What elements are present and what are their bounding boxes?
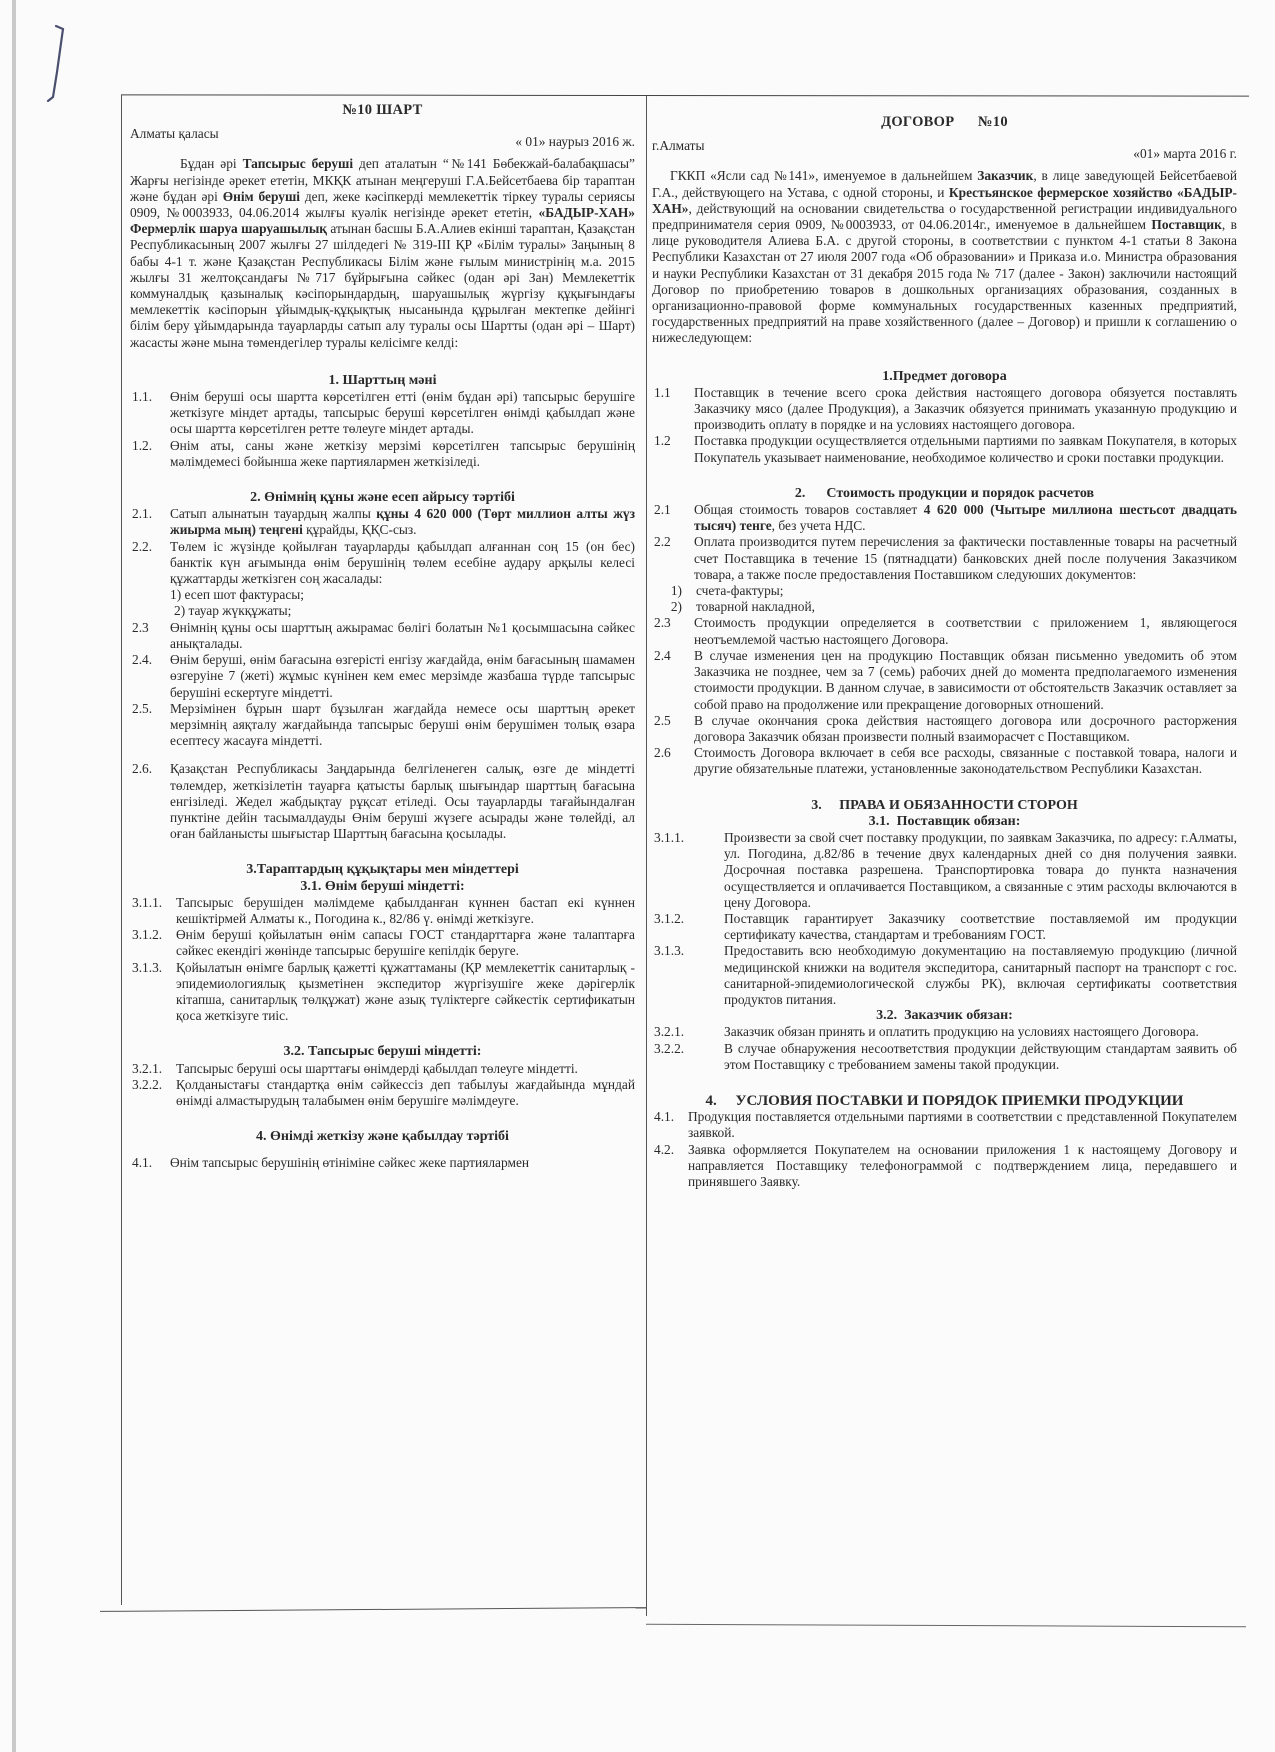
clause [130, 539, 635, 620]
subsection-heading: 3.1. Поставщик обязан: [868, 813, 1021, 829]
subsection-heading: 3.1. Өнім беруші міндетті: [300, 878, 465, 894]
russian-contract-column [652, 114, 1237, 1190]
clause [130, 1077, 635, 1109]
clause-number: 1.2 [654, 433, 671, 449]
clause-text: Заявка оформляется Покупателем на основании приложения 1 к настоящему Договору и направляется Поставщику телефонограммой с подтверждением лица, передавшего и принявшего Заявку. [688, 1141, 1237, 1189]
document-list-item: 2) тауар жүкқұжаты; [174, 603, 292, 619]
clause-number: 4.1. [132, 1155, 153, 1171]
clause-text [694, 502, 1237, 534]
list-number: 2) [670, 599, 682, 615]
document-list-item [652, 599, 1237, 615]
clause-number: 2.3 [654, 615, 671, 631]
list-text: счета-фактуры; [696, 583, 784, 599]
clause-text: Өнімнің құны осы шарттың ажырамас бөлігі болатын №1 қосымшасына сәйкес анықталады. [170, 619, 635, 651]
clause-number: 2.6. [132, 761, 153, 777]
clause [652, 1142, 1237, 1191]
clause-number: 1.1 [654, 384, 671, 400]
clause [652, 534, 1237, 583]
clause-text: Өнім беруші осы шартта көрсетілген етті (өнім бұдан әрі) тапсырыс берушіге жеткізуге міндет артады, тапсырыс беруші көрсетілген өнімді қабылдап және осы шартта көрсетілген ретте төлеуге міндет артады. [170, 389, 635, 437]
frame-left-border [121, 95, 122, 1605]
clause [130, 761, 635, 842]
clause-text: Төлем іс жүзінде қойылған тауарларды қабылдап алғаннан соң 15 (он бес) банктік күн ағымында өнім берушінің төлем есебіне аудару арқылы келесі құжаттарды жеткізген соң жасалады: [170, 538, 635, 587]
clause-text: Поставщик гарантирует Заказчику соответствие поставляемой им продукции сертификату качества, стандартам и требованиям ГОСТ. [724, 910, 1237, 943]
clause-number: 3.2.1. [654, 1024, 685, 1040]
clause [130, 506, 635, 538]
column-divider [646, 96, 647, 1616]
clause-text: Қазақстан Республикасы Заңдарында белгіленеген салық, өзге де міндетті төлемдер, жеткізілетін тауарға қатысты барлық шығындар шарттың бағасына енгізіледі. Жедел жабдықтау рұқсат етіледі. Осы тауарларды тағайындалған пунктіне дейін тасымалдауды Өнім беруші жүзеге асырады және төлейді, ал оған байланысты шығыстар Шарттың бағасына қосылады. [170, 761, 635, 842]
clause-number: 1.2. [132, 437, 153, 453]
clause-number: 1.1. [132, 389, 153, 405]
frame-top-border [121, 94, 1249, 96]
clause [652, 943, 1237, 1008]
preamble-text: , действующий на основании свидетельства о государственной регистрации индивидуального предпринимателя серия 0909, №0003933, от 04.06.2014г., именуемое в дальнейшем [652, 200, 1237, 233]
clause-text: Стоимость Договора включает в себя все расходы, связанные с поставкой товара, налоги и другие обязательные платежи, установленные законодательством Республики Казахстан. [694, 745, 1237, 777]
preamble-text: ГККП «Ясли сад №141», именуемое в дальнейшем [670, 168, 978, 184]
clause-number: 3.1.3. [132, 959, 163, 975]
spacer [130, 749, 635, 761]
frame-bottom-border-right [646, 1624, 1246, 1628]
section-heading: 2. Стоимость продукции и порядок расчетов [794, 485, 1095, 501]
list-text: товарной накладной, [696, 599, 815, 615]
preamble-bold: Тапсырыс беруші [242, 156, 354, 172]
preamble-text: , в лице заведующей Бейсетбаевой Г.А., действующего на Устава, с одной стороны, и [652, 168, 1237, 200]
clause-text: Өнім аты, саны және жеткізу мерзімі көрсетілген тапсырыс берушінің мәлімдемесі бойынша жеке партиялармен жеткізіледі. [170, 437, 635, 469]
clause [652, 713, 1237, 745]
clause-number: 2.2 [654, 534, 671, 550]
clause-number: 2.1 [654, 502, 671, 518]
clause-text: Произвести за свой счет поставку продукции, по заявкам Заказчика, по адресу: г.Алматы, ул. Погодина, д.82/86 в течение двух календарных дней со дня получения заявки. Досрочная поставка разрешена. Транспортировка товара до пункта назначения осуществляется и оплачивается Поставщиком, а связанные с этим расходы включаются в цену Договора. [724, 829, 1237, 910]
section-heading: 4. Өнімді жеткізу және қабылдау тәртібі [256, 1129, 509, 1145]
clause-text-part: Сатып алынатын тауардың жалпы [170, 506, 377, 522]
preamble-bold: «БАДЫР-ХАН» Фермерлік шаруа шаруашылық [130, 205, 635, 237]
clause [652, 502, 1237, 534]
clause-text: Қойылатын өнімге барлық қажетті құжаттаманы (ҚР мемлекеттік санитарлық - эпидемиологиялық қызметінен экспедитор жүргізушіге жеке дәрігерлік кітапша, санитарлық төлқұжат) және азық түліктерге сәйкестік сертификатын қоса жеткізуге тиіс. [176, 959, 635, 1024]
clause-number: 3.1.1. [132, 894, 163, 910]
clause-text: Поставщик в течение всего срока действия настоящего договора обязуется поставлять Заказчику мясо (далее Продукция), а Заказчик обязуется принимать указанную продукцию и производить оплату в порядке и на условиях настоящего договора. [694, 384, 1237, 433]
date-kz: « 01» наурыз 2016 ж. [515, 134, 635, 150]
clause-number: 2.2. [132, 538, 153, 554]
clause-text-part: құрайды, ҚҚС-сыз. [302, 522, 417, 538]
scan-edge [12, 0, 16, 1752]
clause-text-part: Общая стоимость товаров составляет [694, 502, 924, 518]
clause [130, 1155, 635, 1171]
list-number: 1) [670, 583, 682, 599]
clause-number: 3.1.2. [132, 927, 163, 943]
clause [652, 1041, 1237, 1073]
subsection-heading: 3.2. Заказчик обязан: [876, 1008, 1013, 1024]
clause-text: Қолданыстағы стандартқа өнім сәйкессіз деп табылуы жағдайында мұндай өнімді алмастырудың талабымен өнім берушіге мәлімдеуге. [176, 1076, 635, 1108]
clause [652, 615, 1237, 647]
clause [652, 911, 1237, 943]
clause-number: 3.1.3. [654, 943, 685, 959]
clause-number: 2.5. [132, 700, 153, 716]
clause-text: Оплата производится путем перечисления за фактически поставленные товары на расчетный счет Поставщика в течение 15 (пятнадцати) банковских дней после получения Заказчиком товара, а также после предоставления Поставшиком следуюших документов: [694, 534, 1237, 582]
section-heading: 3.Тараптардың құқықтары мен міндеттері [246, 862, 519, 878]
section-heading: 1.Предмет договора [882, 368, 1007, 384]
clause-text: Поставка продукции осуществляется отдельными партиями по заявкам Покупателя, в которых Покупатель указывает наименование, необходимое количество и сроки поставки продукции. [694, 433, 1237, 465]
clause-number: 2.1. [132, 506, 153, 522]
section-heading: 4. УСЛОВИЯ ПОСТАВКИ И ПОРЯДОК ПРИЕМКИ ПРОДУКЦИИ [705, 1092, 1184, 1109]
clause-number: 2.6 [654, 745, 671, 761]
document-list-item [652, 583, 1237, 599]
preamble-bold: Заказчик [977, 168, 1034, 184]
clause-text: Предоставить всю необходимую документацию на поставляемую продукцию (личной медицинской книжки на водителя экспедитора, санитарный паспорт на транспорт с гос. санитарной-эпидемиологической службы РК), включая сертификаты соответствия продуктов питания. [724, 943, 1237, 1007]
clause-number: 3.1.2. [654, 910, 685, 926]
clause-text: В случае обнаружения несоответствия продукции действующим стандартам заявить об этом Поставщику с требованием замены такой продукции. [724, 1040, 1237, 1072]
clause-text: В случае изменения цен на продукцию Поставщик обязан письменно уведомить об этом Заказчика не позднее, чем за 7 (семь) рабочих дней до момента предполагаемого изменения стоимости продукции. В данном случае, в зависимости от обстоятельств Заказчик оставляет за собой право на продолжение или прекращение договорных отношений. [694, 647, 1237, 712]
contract-title-ru: ДОГОВОР №10 [881, 114, 1008, 130]
preamble-text: деп аталатын “№141 Бөбекжай-балабақшасы” Жарғы негізінде әрекет ететін, МКҚК атынан меңгеруші Г.А.Бейсетбаева бір тараптан және бұдан әрі [130, 156, 635, 204]
clause [130, 389, 635, 438]
clause [130, 927, 635, 959]
clause [652, 648, 1237, 713]
preamble-text: , в лице руководителя Алиева Б.А. с другой стороны, в соответствии с пунктом 4-1 статьи 8 Закона Республики Казахстан от 27 июля 2007 года «Об образовании» и Приказа и.о. Министра образования и науки Республики Казахстан от 31 декабря 2015 года № 717 (далее - Закон) заключили настоящий Договор по приобретению товаров в дошкольных организациях образования, созданных в организационно-правовой форме коммунальных государственных казенных предприятий, государственных предприятий на праве хозяйственного (далее – Договор) и пришли к соглашению о нижеследующем: [652, 217, 1237, 346]
clause [652, 830, 1237, 911]
subsection-heading: 3.2. Тапсырыс беруші міндетті: [283, 1044, 482, 1060]
clause-number: 2.4. [132, 652, 153, 668]
clause-number: 4.1. [654, 1109, 675, 1125]
place-date-ru [652, 138, 1237, 162]
preamble-text: атынан басшы Б.А.Алиев екінші тараптан, Қазақстан Республикасының 2007 жылғы 27 шілдедегі № 319-ІІІ ҚР «Білім туралы» Заңының 8 бабы 4-1 т. және Қазақстан Республикасы Білім және ғылым министрінің м.а. 2015 жылғы 31 желтоқсандағы №717 бұйрығына сәйкес (одан әрі Зан) Мемлекеттік коммуналдық қазыналық кәсіпорындардың, шаруашылық жүргізу құқығындағы мемлекеттік кәсіпорын ұйымдық-құқықтық нысанында құрылған мектепке дейінгі білім беру ұйымдарында тауарларды сатып алу туралы осы Шартты (одан әрі – Шарт) жасасты және мына төмендегілер туралы келісімге келді: [130, 221, 635, 350]
clause-text: Өнім тапсырыс берушінің өтініміне сәйкес жеке партиялармен [170, 1155, 530, 1171]
section-heading: 1. Шарттың мәні [328, 372, 437, 388]
frame-bottom-border-left [100, 1607, 646, 1612]
clause [652, 385, 1237, 434]
preamble-bold: Крестьянское фермерское хозяйство «БАДЫР-ХАН» [652, 184, 1237, 216]
clause-text: Өнім беруші қойылатын өнім сапасы ГОСТ стандарттарға және талаптарға сәйкес екендігі жөнінде тапсырыс берушіге кепілдік беруге. [176, 927, 635, 959]
preamble-kz [130, 156, 635, 350]
clause [652, 1109, 1237, 1141]
clause [130, 1061, 635, 1077]
place-date-kz [130, 126, 635, 150]
preamble-bold: Поставщик [1151, 217, 1222, 233]
clause-number: 3.2.1. [132, 1060, 163, 1076]
clause-text: Продукция поставляется отдельными партиями в соответствии с представленной Покупателем заявкой. [688, 1109, 1237, 1141]
kazakh-contract-column [130, 102, 635, 1172]
clause-text-part: , без учета НДС. [771, 518, 866, 534]
clause [130, 652, 635, 701]
clause [130, 960, 635, 1025]
preamble-text: деп, жеке кәсіпкерді мемлекеттік тіркеу туралы сериясы 0909, №0003933, 04.06.2014 жылғы куәлік негізінде әрекет ететін, [130, 188, 635, 221]
section-heading: 3. ПРАВА И ОБЯЗАННОСТИ СТОРОН [811, 797, 1078, 813]
clause [652, 745, 1237, 777]
clause-text: Стоимость продукции определяется в соответствии с приложением 1, являющегося неотъемлемой частью настоящего Договора. [694, 615, 1237, 647]
clause-text: Өнім беруші, өнім бағасына өзгерісті енгізу жағдайда, өнім бағасының шамамен өзгеруіне 7 (жеті) жұмыс күнінен кем емес мерзімде жазбаша түрде тапсырыс берушіні ескертуге міндетті. [170, 652, 635, 700]
clause-number: 3.1.1. [654, 829, 685, 845]
date-ru: «01» марта 2016 г. [1133, 146, 1237, 162]
place-kz: Алматы қаласы [130, 126, 219, 142]
preamble-ru [652, 168, 1237, 346]
clause-number: 3.2.2. [654, 1040, 685, 1056]
clause-text: В случае окончания срока действия настоящего договора или досрочного расторжения договора Заказчик обязан произвести полный взаиморасчет с Поставщиком. [694, 712, 1237, 744]
clause-number: 4.2. [654, 1141, 675, 1157]
preamble-bold: Өнім беруші [222, 188, 300, 204]
contract-title-kz: №10 ШАРТ [342, 102, 423, 118]
clause-number: 2.5 [654, 712, 671, 728]
clause-number: 3.2.2. [132, 1076, 163, 1092]
clause-text: Тапсырыс берушіден мәлімдеме қабылданған күннен бастап екі күннен кешіктірмей Алматы к., Погодина к., 82/86 ү. өнімді жеткізуге. [176, 894, 635, 926]
contract-price-kz: құны 4 620 000 (Төрт миллион алты жүз жиырма мың) теңгені [170, 506, 635, 538]
clause-number: 2.4 [654, 647, 671, 663]
handwritten-mark-icon [40, 22, 70, 102]
clause-text: Тапсырыс беруші осы шарттағы өнімдерді қабылдап төлеуге міндетті. [176, 1060, 578, 1076]
clause-number: 2.3 [132, 619, 149, 635]
clause-body [170, 539, 635, 620]
clause-text [170, 506, 635, 538]
clause-text: Заказчик обязан принять и оплатить продукцию на условиях настоящего Договора. [724, 1024, 1199, 1040]
place-ru: г.Алматы [652, 138, 705, 154]
clause [130, 438, 635, 470]
document-list-item: 1) есеп шот фактурасы; [170, 587, 304, 603]
clause [130, 895, 635, 927]
clause [652, 1024, 1237, 1040]
clause [130, 701, 635, 750]
clause [130, 620, 635, 652]
clause [652, 433, 1237, 465]
clause-text: Мерзімінен бұрын шарт бұзылған жағдайда немесе осы шарттың әрекет мерзімнің аяқталу жағдайында тапсырыс беруші өнім берушімен толық өзара есептесу жасауға міндетті. [170, 700, 635, 749]
preamble-text: Бұдан әрі [180, 156, 243, 172]
contract-price-ru: 4 620 000 (Чытыре миллиона шестьсот двадцать тысяч) тенге [694, 502, 1237, 534]
section-heading: 2. Өнімнің құны және есеп айрысу тәртібі [250, 490, 515, 506]
